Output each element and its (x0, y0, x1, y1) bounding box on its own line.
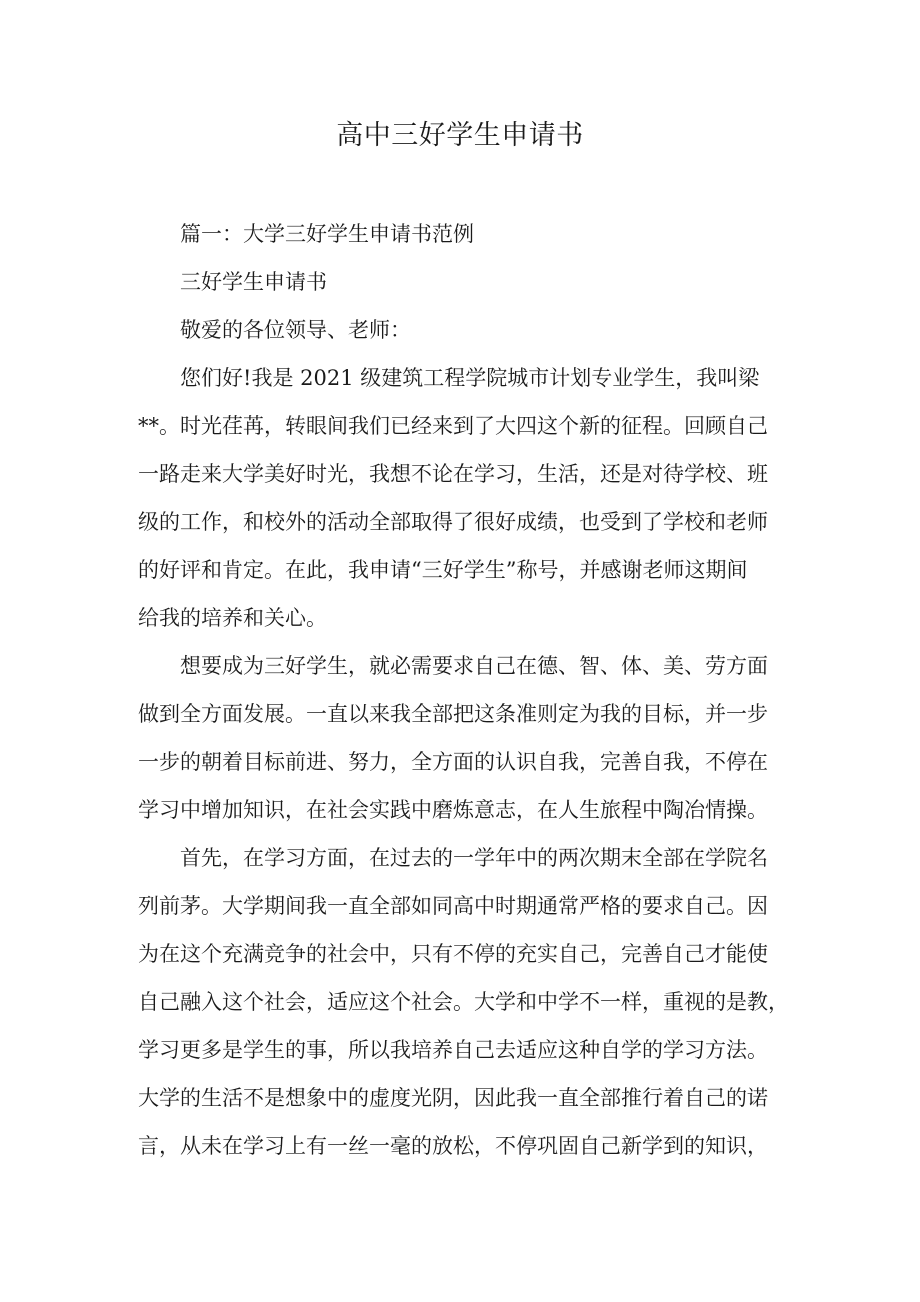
document-body (138, 210, 789, 1170)
document-title: 高中三好学生申请书 (336, 120, 584, 151)
paragraph-line: 您们好!我是 2021 级建筑工程学院城市计划专业学生，我叫梁 (180, 366, 760, 390)
salutation: 敬爱的各位领导、老师： (180, 318, 411, 342)
paragraph-line: 的好评和肯定。在此，我申请“三好学生”称号，并感谢老师这期间 (138, 558, 748, 582)
section-heading: 篇一：大学三好学生申请书范例 (180, 222, 474, 246)
doc-heading: 三好学生申请书 (180, 270, 327, 294)
paragraph-line: 学习中增加知识，在社会实践中磨炼意志，在人生旅程中陶冶情操。 (138, 798, 768, 822)
paragraph-line: 自己融入这个社会，适应这个社会。大学和中学不一样，重视的是教， (138, 990, 789, 1014)
paragraph-line: 为在这个充满竞争的社会中，只有不停的充实自己，完善自己才能使 (138, 942, 768, 966)
paragraph-line: 做到全方面发展。一直以来我全部把这条准则定为我的目标，并一步 (138, 702, 768, 726)
paragraph-line: 首先，在学习方面，在过去的一学年中的两次期末全部在学院名 (180, 846, 768, 870)
paragraph-line: 大学的生活不是想象中的虚度光阴，因此我一直全部推行着自己的诺 (138, 1086, 768, 1110)
paragraph-line: 想要成为三好学生，就必需要求自己在德、智、体、美、劳方面 (180, 654, 768, 678)
paragraph-line: 给我的培养和关心。 (138, 606, 327, 630)
paragraph-line: 学习更多是学生的事，所以我培养自己去适应这种自学的学习方法。 (138, 1038, 768, 1062)
paragraph-line: 一路走来大学美好时光，我想不论在学习，生活，还是对待学校、班 (138, 462, 768, 486)
paragraph-line: 一步的朝着目标前进、努力，全方面的认识自我，完善自我，不停在 (138, 750, 768, 774)
paragraph-line: 列前茅。大学期间我一直全部如同高中时期通常严格的要求自己。因 (138, 894, 768, 918)
paragraph-line: 言，从未在学习上有一丝一毫的放松，不停巩固自己新学到的知识， (138, 1134, 768, 1158)
paragraph-3 (138, 834, 789, 1170)
paragraph-2 (138, 642, 786, 834)
paragraph-1 (138, 354, 786, 642)
paragraph-line: 级的工作，和校外的活动全部取得了很好成绩，也受到了学校和老师 (138, 510, 768, 534)
paragraph-line: **。时光荏苒，转眼间我们已经来到了大四这个新的征程。回顾自己 (138, 414, 768, 438)
